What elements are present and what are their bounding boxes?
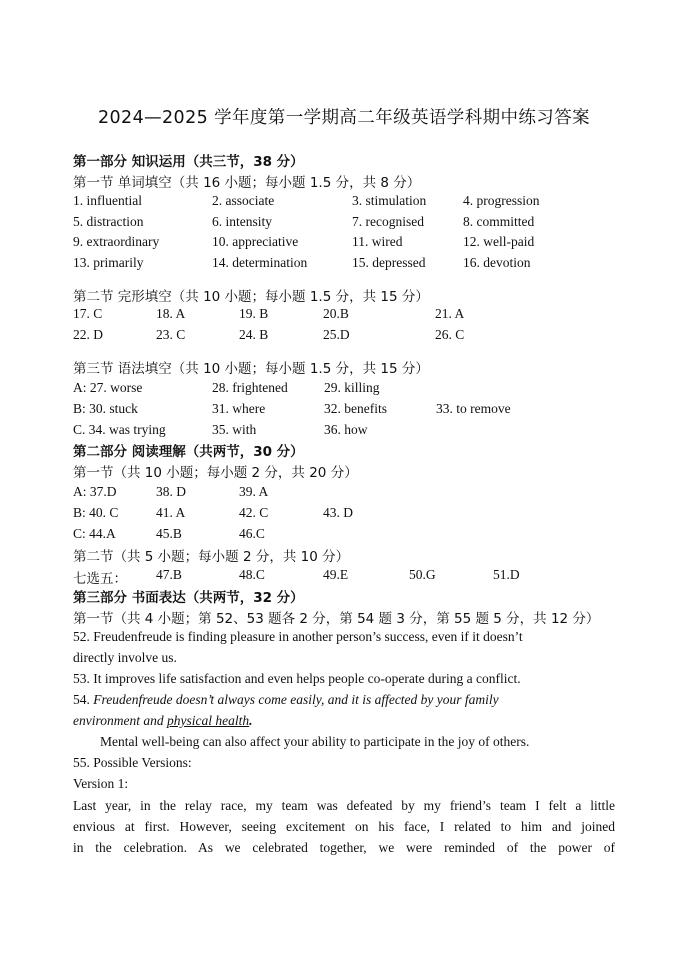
answer-cell: 43. D — [323, 505, 353, 520]
answer-cell: 9. extraordinary — [73, 234, 160, 249]
answer-cell: 35. with — [212, 422, 257, 437]
answer-54-line2-pre: environment and — [73, 713, 167, 728]
answer-cell: 47.B — [156, 567, 182, 582]
part1-sec1-heading: 第一节 单词填空（共 16 小题；每小题 1.5 分，共 8 分） — [73, 175, 421, 191]
version1-line2: envious at first. However, seeing excitement on his face, I related to him and joined — [73, 819, 615, 834]
answer-cell: 49.E — [323, 567, 349, 582]
answer-cell: 15. depressed — [352, 255, 426, 270]
answer-cell: 45.B — [156, 526, 182, 541]
answer-cell: 22. D — [73, 327, 103, 342]
answer-54-underlined: physical health — [166, 713, 250, 728]
answer-cell: 14. determination — [212, 255, 308, 270]
answer-54-line1 — [73, 692, 499, 708]
part2-heading: 第二部分 阅读理解（共两节，30 分） — [73, 444, 304, 460]
answer-cell: C. 34. was trying — [73, 422, 166, 437]
answer-cell: 4. progression — [463, 193, 540, 208]
answer-cell: 8. committed — [463, 214, 535, 229]
answer-cell: 23. C — [156, 327, 186, 342]
answer-cell: B: 40. C — [73, 505, 119, 520]
answer-54-text: Freudenfreude doesn’t always come easily, and it is affected by your family — [93, 692, 499, 707]
answer-54-period: . — [249, 713, 253, 728]
answer-cell: 50.G — [409, 567, 436, 582]
answer-cell: B: 30. stuck — [73, 401, 138, 416]
version-label: Version 1: — [73, 776, 129, 791]
answer-cell: C: 44.A — [73, 526, 116, 541]
answer-cell: 38. D — [156, 484, 186, 499]
seven-choose-five-label: 七选五： — [73, 571, 127, 586]
answer-cell: 31. where — [212, 401, 266, 416]
answer-cell: 42. C — [239, 505, 269, 520]
part3-sec1-heading: 第一节（共 4 小题；第 52、53 题各 2 分，第 54 题 3 分，第 55 题 5 分，共 12 分） — [73, 611, 600, 627]
answer-cell: 24. B — [239, 327, 269, 342]
answer-cell: 1. influential — [73, 193, 142, 208]
answer-cell: A: 27. worse — [73, 380, 143, 395]
page-title: 2024—2025 学年度第一学期高二年级英语学科期中练习答案 — [97, 108, 591, 128]
answer-cell: 3. stimulation — [352, 193, 427, 208]
answer-cell: 26. C — [435, 327, 465, 342]
answer-cell: 10. appreciative — [212, 234, 299, 249]
answer-54-line2 — [73, 713, 252, 729]
answer-cell: 46.C — [239, 526, 265, 541]
answer-cell: 29. killing — [324, 380, 380, 395]
answer-cell: 2. associate — [212, 193, 275, 208]
answer-cell: 18. A — [156, 306, 186, 321]
answer-53: 53. It improves life satisfaction and even helps people co-operate during a conflict. — [73, 671, 521, 686]
part2-sec2-heading: 第二节（共 5 小题；每小题 2 分，共 10 分） — [73, 549, 350, 565]
answer-cell: 51.D — [493, 567, 520, 582]
answer-54-extra: Mental well-being can also affect your ability to participate in the joy of others. — [100, 734, 530, 749]
answer-cell: 13. primarily — [73, 255, 144, 270]
answer-55-heading: 55. Possible Versions: — [73, 755, 192, 770]
answer-cell: 12. well-paid — [463, 234, 535, 249]
answer-cell: 33. to remove — [436, 401, 511, 416]
answer-cell: 7. recognised — [352, 214, 424, 229]
answer-cell: 5. distraction — [73, 214, 144, 229]
answer-cell: 11. wired — [352, 234, 403, 249]
answer-cell: 28. frightened — [212, 380, 288, 395]
answer-cell: 48.C — [239, 567, 265, 582]
part1-sec2-heading: 第二节 完形填空（共 10 小题；每小题 1.5 分，共 15 分） — [73, 289, 429, 305]
part2-sec1-heading: 第一节（共 10 小题；每小题 2 分，共 20 分） — [73, 465, 358, 481]
answer-cell: 36. how — [324, 422, 368, 437]
answer-cell: 39. A — [239, 484, 269, 499]
part3-heading: 第三部分 书面表达（共两节，32 分） — [73, 590, 304, 606]
answer-cell: 16. devotion — [463, 255, 531, 270]
answer-cell: 41. A — [156, 505, 186, 520]
answer-cell: 20.B — [323, 306, 349, 321]
answer-cell: 21. A — [435, 306, 465, 321]
answer-cell: 17. C — [73, 306, 103, 321]
answer-cell: 32. benefits — [324, 401, 387, 416]
answer-52-line1: 52. Freudenfreude is finding pleasure in another person’s success, even if it doesn’t — [73, 629, 523, 644]
answer-52-line2: directly involve us. — [73, 650, 177, 665]
part1-sec3-heading: 第三节 语法填空（共 10 小题；每小题 1.5 分，共 15 分） — [73, 361, 429, 377]
version1-line3: in the celebration. As we celebrated together, we were reminded of the power of — [73, 840, 615, 855]
answer-cell: 6. intensity — [212, 214, 272, 229]
version1-line1: Last year, in the relay race, my team was defeated by my friend’s team I felt a little — [73, 798, 615, 813]
part1-heading: 第一部分 知识运用（共三节，38 分） — [73, 154, 304, 170]
answer-cell: 25.D — [323, 327, 350, 342]
answer-cell: 19. B — [239, 306, 269, 321]
answer-cell: A: 37.D — [73, 484, 117, 499]
answer-54-number: 54. — [73, 692, 90, 707]
